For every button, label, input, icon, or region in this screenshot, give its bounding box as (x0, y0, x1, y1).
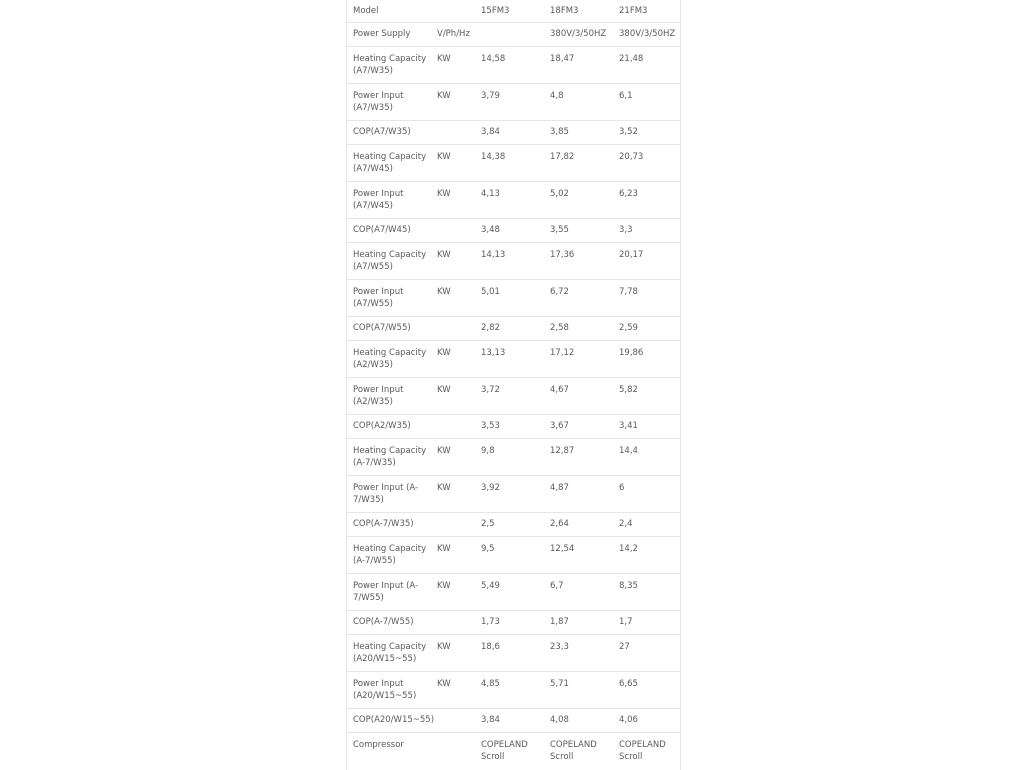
model-18fm3-value: 4,87 (550, 483, 569, 493)
spec-name: Heating Capacity (A-7/W35) (353, 446, 427, 468)
spec-unit: V/Ph/Hz (437, 29, 470, 39)
model-21fm3-value: 6,1 (619, 91, 633, 101)
spec-unit: KW (437, 348, 451, 358)
table-row (347, 47, 680, 84)
table-row (347, 341, 680, 378)
table-row (347, 145, 680, 182)
table-row (347, 219, 680, 243)
spec-name: Heating Capacity (A7/W45) (353, 152, 427, 174)
model-21fm3-value: 380V/3/50HZ (619, 29, 676, 39)
model-18fm3-value: 2,58 (550, 323, 569, 333)
model-18fm3-value: 6,7 (550, 581, 564, 591)
model-15fm3-value: 14,58 (481, 54, 506, 64)
model-18fm3-value: 1,87 (550, 617, 569, 627)
spec-name: Power Input (A20/W15~55) (353, 679, 417, 701)
spec-name: COP(A7/W45) (353, 225, 411, 235)
spec-unit (431, 733, 475, 770)
spec-unit: KW (437, 642, 451, 652)
spec-unit: KW (437, 446, 451, 456)
model-15fm3-value: 3,79 (481, 91, 500, 101)
spec-unit (431, 219, 475, 242)
model-18fm3-value: 2,64 (550, 519, 569, 529)
spec-name: Power Input (A7/W35) (353, 91, 404, 113)
model-21fm3-value: 2,59 (619, 323, 638, 333)
model-18fm3-value: 4,08 (550, 715, 569, 725)
model-21fm3-value: 3,41 (619, 421, 638, 431)
table-row (347, 513, 680, 537)
model-18fm3-value: 17,36 (550, 250, 575, 260)
model-15fm3-value: 13,13 (481, 348, 506, 358)
model-21fm3-value: 8,35 (619, 581, 638, 591)
spec-name: Heating Capacity (A-7/W55) (353, 544, 427, 566)
model-18fm3-value: 17,82 (550, 152, 575, 162)
model-21fm3-value: 20,17 (619, 250, 644, 260)
model-18fm3-value: 3,67 (550, 421, 569, 431)
spec-name: Power Input (A7/W55) (353, 287, 404, 309)
model-21fm3-value: 14,2 (619, 544, 638, 554)
model-15fm3-value: 9,5 (481, 544, 495, 554)
model-18fm3-value: 5,02 (550, 189, 569, 199)
spec-unit (431, 0, 475, 22)
spec-name: Heating Capacity (A7/W55) (353, 250, 427, 272)
table-row (347, 476, 680, 513)
model-21fm3-value: COPELAND Scroll (619, 740, 666, 762)
model-15fm3-value: 1,73 (481, 617, 500, 627)
model-18fm3-value: 4,8 (550, 91, 564, 101)
model-18fm3-value: 12,54 (550, 544, 575, 554)
model-15fm3-value: 3,84 (481, 715, 500, 725)
spec-unit: KW (437, 91, 451, 101)
model-15fm3-value: 3,84 (481, 127, 500, 137)
model-18fm3-value: 18,47 (550, 54, 575, 64)
model-21fm3-value: 6 (619, 483, 625, 493)
spec-table (346, 0, 681, 770)
spec-unit (431, 317, 475, 340)
model-21fm3-value: 3,3 (619, 225, 633, 235)
spec-name: Power Input (A-7/W35) (353, 483, 419, 505)
model-15fm3-value: 2,82 (481, 323, 500, 333)
model-15fm3-value: 3,53 (481, 421, 500, 431)
model-18fm3-value: 5,71 (550, 679, 569, 689)
model-15fm3-value: 15FM3 (481, 6, 510, 16)
spec-unit (431, 611, 475, 634)
spec-name: Heating Capacity (A20/W15~55) (353, 642, 427, 664)
model-21fm3-value: 5,82 (619, 385, 638, 395)
model-21fm3-value: 20,73 (619, 152, 644, 162)
model-21fm3-value: 27 (619, 642, 630, 652)
spec-name: COP(A-7/W55) (353, 617, 414, 627)
spec-name: COP(A7/W35) (353, 127, 411, 137)
model-18fm3-value: 3,85 (550, 127, 569, 137)
table-row (347, 574, 680, 611)
model-15fm3-value: 3,48 (481, 225, 500, 235)
spec-unit: KW (437, 483, 451, 493)
spec-unit (431, 709, 475, 732)
table-row (347, 243, 680, 280)
model-15fm3-value: 9,8 (481, 446, 495, 456)
table-row (347, 537, 680, 574)
model-18fm3-value: 17,12 (550, 348, 575, 358)
spec-name: Power Input (A7/W45) (353, 189, 404, 211)
spec-name: Model (353, 6, 379, 16)
model-18fm3-value: 18FM3 (550, 6, 579, 16)
table-row (347, 280, 680, 317)
spec-unit: KW (437, 385, 451, 395)
spec-unit: KW (437, 581, 451, 591)
spec-unit: KW (437, 679, 451, 689)
model-15fm3-value: 5,01 (481, 287, 500, 297)
model-21fm3-value: 14,4 (619, 446, 638, 456)
spec-name: COP(A7/W55) (353, 323, 411, 333)
model-21fm3-value: 6,23 (619, 189, 638, 199)
table-row (347, 23, 680, 47)
spec-unit (431, 121, 475, 144)
model-18fm3-value: 23,3 (550, 642, 569, 652)
spec-unit (431, 415, 475, 438)
model-18fm3-value: 12,87 (550, 446, 575, 456)
model-21fm3-value: 6,65 (619, 679, 638, 689)
model-18fm3-value: 4,67 (550, 385, 569, 395)
spec-name: COP(A20/W15~55) (353, 715, 435, 725)
model-15fm3-value (475, 23, 544, 46)
table-row (347, 0, 680, 23)
model-15fm3-value: 2,5 (481, 519, 495, 529)
spec-unit: KW (437, 152, 451, 162)
spec-unit: KW (437, 250, 451, 260)
model-15fm3-value: 4,85 (481, 679, 500, 689)
table-row (347, 611, 680, 635)
table-row (347, 709, 680, 733)
spec-unit: KW (437, 54, 451, 64)
model-15fm3-value: 14,13 (481, 250, 506, 260)
spec-unit: KW (437, 189, 451, 199)
table-row (347, 84, 680, 121)
model-21fm3-value: 7,78 (619, 287, 638, 297)
model-21fm3-value: 19,86 (619, 348, 644, 358)
spec-name: COP(A2/W35) (353, 421, 411, 431)
model-18fm3-value: 3,55 (550, 225, 569, 235)
model-15fm3-value: 18,6 (481, 642, 500, 652)
table-row (347, 317, 680, 341)
spec-name: Heating Capacity (A7/W35) (353, 54, 427, 76)
model-15fm3-value: 3,72 (481, 385, 500, 395)
spec-name: Power Input (A-7/W55) (353, 581, 419, 603)
model-15fm3-value: 3,92 (481, 483, 500, 493)
table-row (347, 378, 680, 415)
model-18fm3-value: COPELAND Scroll (550, 740, 597, 762)
model-21fm3-value: 21,48 (619, 54, 644, 64)
table-row (347, 415, 680, 439)
model-15fm3-value: 14,38 (481, 152, 506, 162)
table-row (347, 182, 680, 219)
spec-name: Power Supply (353, 29, 411, 39)
model-18fm3-value: 6,72 (550, 287, 569, 297)
model-18fm3-value: 380V/3/50HZ (550, 29, 607, 39)
model-15fm3-value: 5,49 (481, 581, 500, 591)
spec-unit: KW (437, 287, 451, 297)
spec-name: Compressor (353, 740, 404, 750)
model-15fm3-value: 4,13 (481, 189, 500, 199)
spec-unit (431, 513, 475, 536)
spec-name: Heating Capacity (A2/W35) (353, 348, 427, 370)
table-row (347, 635, 680, 672)
spec-name: Power Input (A2/W35) (353, 385, 404, 407)
model-21fm3-value: 3,52 (619, 127, 638, 137)
model-21fm3-value: 2,4 (619, 519, 633, 529)
table-row (347, 672, 680, 709)
table-row (347, 733, 680, 770)
model-21fm3-value: 21FM3 (619, 6, 648, 16)
model-21fm3-value: 4,06 (619, 715, 638, 725)
model-21fm3-value: 1,7 (619, 617, 633, 627)
spec-unit: KW (437, 544, 451, 554)
table-row (347, 439, 680, 476)
table-row (347, 121, 680, 145)
spec-name: COP(A-7/W35) (353, 519, 414, 529)
model-15fm3-value: COPELAND Scroll (481, 740, 528, 762)
